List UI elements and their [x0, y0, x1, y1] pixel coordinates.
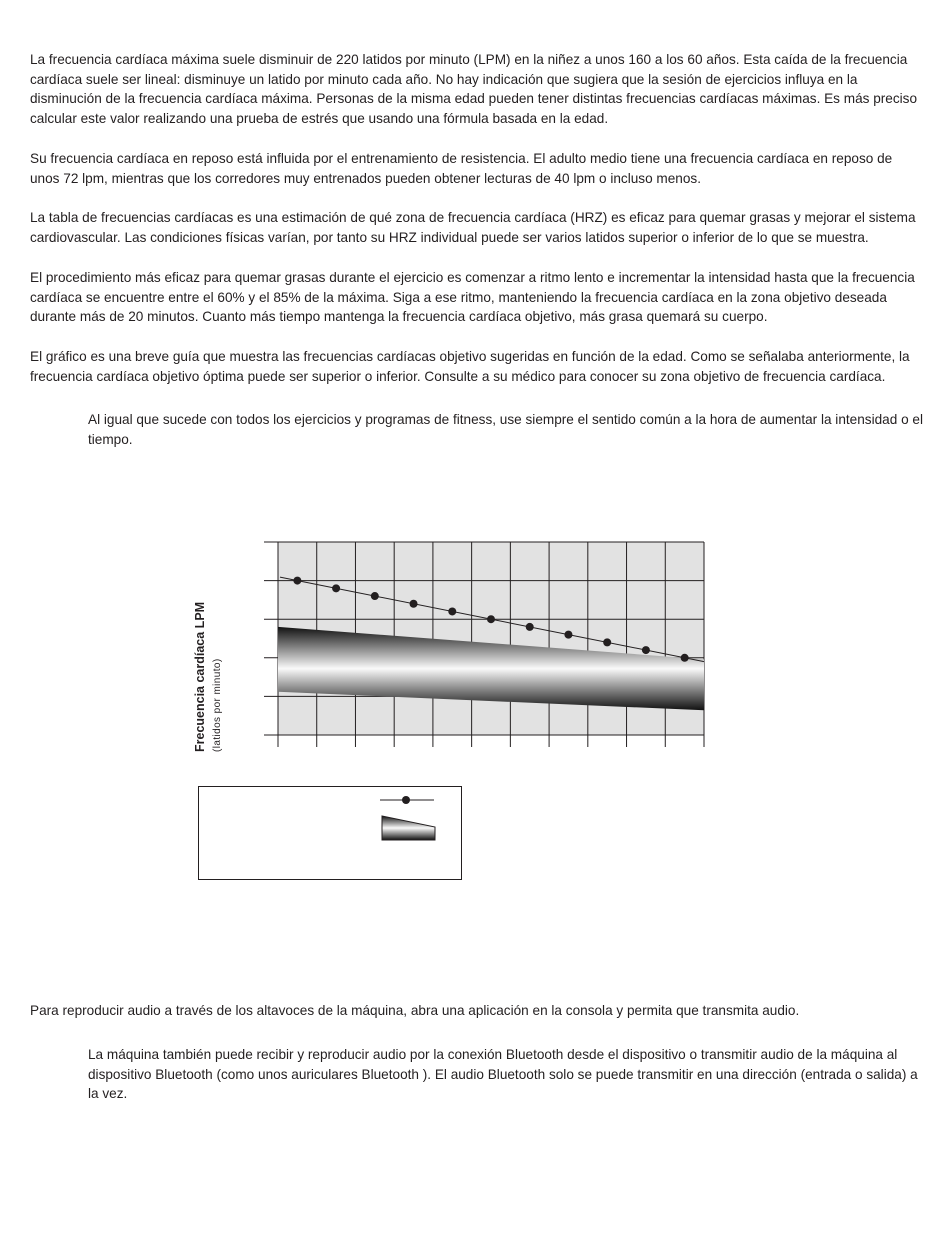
paragraph-max-heart-rate: La frecuencia cardíaca máxima suele disminuir de 220 latidos por minuto (LPM) en la niñez a unos 160 a los 60 años. Esta caída de la frecuencia cardíaca suele ser lineal: disminuye un latido por minuto cada año. No hay indicación que sugiera que la sesión de ejercicios influya en la disminución de la frecuencia cardíaca máxima. Personas de la misma edad pueden tener distintas frecuencias cardíacas máximas. Es más preciso calcular este valor realizando una prueba de estrés que usando una fórmula basada en la edad. — [30, 52, 918, 126]
max-rate-point — [487, 615, 495, 623]
paragraph-resting-heart-rate: Su frecuencia cardíaca en reposo está influida por el entrenamiento de resistencia. El adulto medio tiene una frecuencia cardíaca en reposo de unos 72 lpm, mientras que los corredores muy entrenados pueden obtener lecturas de 40 lpm o incluso menos. — [30, 151, 893, 186]
max-rate-point — [293, 577, 301, 585]
paragraph-heart-rate-table: La tabla de frecuencias cardíacas es una estimación de qué zona de frecuencia cardíaca (HRZ) es eficaz para quemar grasas y mejorar el sistema cardiovascular. Las condiciones físicas varían, por tanto su HRZ individual puede ser varios latidos superior o inferior de lo que se muestra. — [30, 210, 916, 245]
max-rate-point — [332, 584, 340, 592]
max-rate-point — [681, 654, 689, 662]
max-rate-point — [448, 607, 456, 615]
max-rate-point — [642, 646, 650, 654]
heart-rate-chart — [190, 530, 720, 760]
legend-max-rate-dot — [402, 796, 410, 804]
y-axis-label: Frecuencia cardíaca LPM — [193, 601, 207, 752]
paragraph-fat-burning: El procedimiento más eficaz para quemar grasas durante el ejercicio es comenzar a ritmo lento e incrementar la intensidad hasta que la frecuencia cardíaca se encuentre entre el 60% y el 85% de la máxima. Siga a ese ritmo, manteniendo la frecuencia cardíaca en la zona objetivo deseada durante más de 20 minutos. Cuanto más tiempo mantenga la frecuencia cardíaca objetivo, más grasa quemará su cuerpo. — [30, 270, 915, 325]
note-common-sense: Al igual que sucede con todos los ejercicios y programas de fitness, use siempre el sentido común a la hora de aumentar la intensidad o el tiempo. — [88, 412, 923, 447]
max-rate-point — [526, 623, 534, 631]
y-axis-sublabel: (latidos por minuto) — [212, 658, 223, 752]
paragraph-bluetooth-audio: La máquina también puede recibir y reproducir audio por la conexión Bluetooth desde el dispositivo o transmitir audio de la máquina al dispositivo Bluetooth (como unos auriculares Bluetooth ). El audio Bluetooth solo se puede transmitir en una dirección (entrada o salida) a la vez. — [88, 1047, 918, 1102]
chart-legend — [198, 786, 462, 880]
paragraph-audio-speakers: Para reproducir audio a través de los altavoces de la máquina, abra una aplicación en la consola y permita que transmita audio. — [30, 1003, 800, 1018]
max-rate-point — [410, 600, 418, 608]
max-rate-point — [371, 592, 379, 600]
max-rate-point — [564, 631, 572, 639]
max-rate-point — [603, 638, 611, 646]
paragraph-chart-guide: El gráfico es una breve guía que muestra las frecuencias cardíacas objetivo sugeridas en función de la edad. Como se señalaba anteriormente, la frecuencia cardíaca objetivo óptima puede ser superior o inferior. Consulte a su médico para conocer su zona objetivo de frecuencia cardíaca. — [30, 349, 910, 384]
legend-target-zone-swatch — [382, 816, 435, 840]
